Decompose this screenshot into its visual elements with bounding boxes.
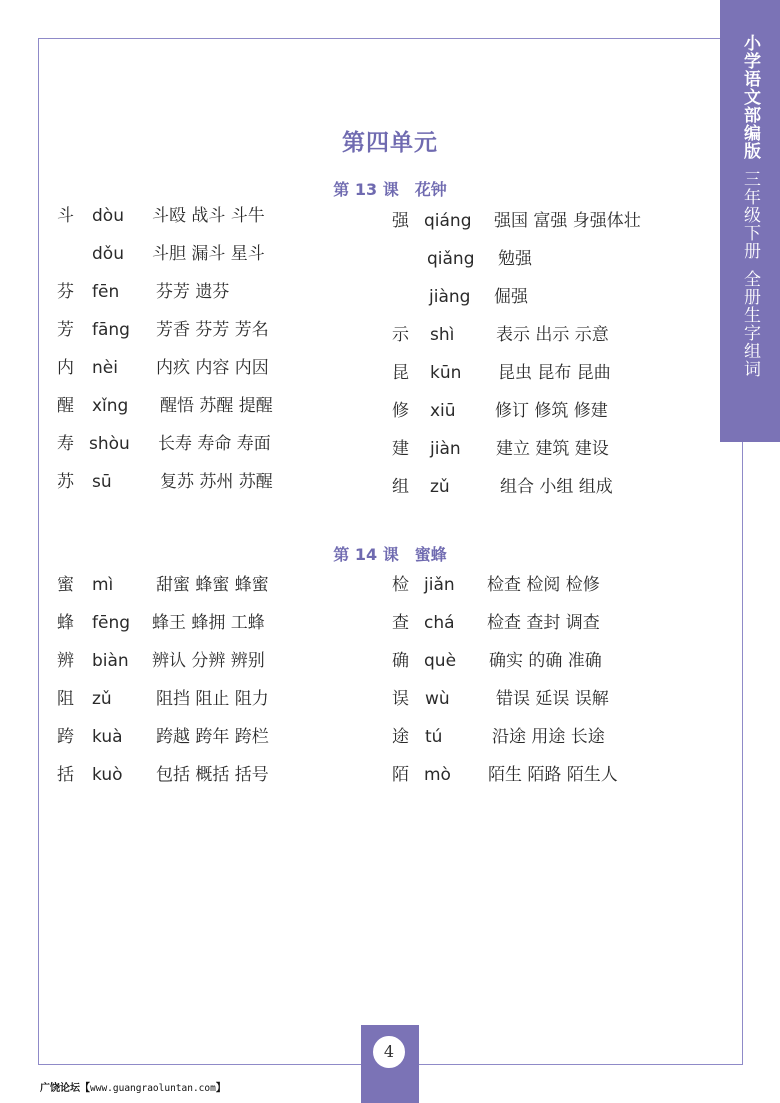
pinyin: què [424,651,457,671]
word-list: 斗殴 战斗 斗牛 [152,206,265,226]
word-list: 陌生 陌路 陌生人 [488,765,618,785]
character: 跨 [57,727,74,747]
word-list: 包括 概括 括号 [156,765,269,785]
word-list: 建立 建筑 建设 [496,439,609,459]
side-tab-series: 小学语文部编版 [740,34,760,160]
pinyin: fēng [92,613,131,633]
word-list: 强国 富强 身强体壮 [494,211,641,231]
character: 检 [392,575,409,595]
word-list: 醒悟 苏醒 提醒 [160,396,273,416]
word-list: 复苏 苏州 苏醒 [160,472,273,492]
word-list: 确实 的确 准确 [489,651,602,671]
pinyin: tú [425,727,443,747]
pinyin: wù [425,689,450,709]
character: 寿 [57,434,74,454]
word-list: 沿途 用途 长途 [492,727,605,747]
lesson-14-title: 第 14 课 蜜蜂 [333,545,447,564]
lesson-13-title: 第 13 课 花钟 [333,180,447,199]
word-list: 昆虫 昆布 昆曲 [498,363,611,383]
pinyin: jiàng [429,287,471,307]
word-list: 斗胆 漏斗 星斗 [152,244,265,264]
pinyin: nèi [92,358,118,378]
character: 阻 [57,689,74,709]
character: 示 [392,325,409,345]
pinyin: chá [424,613,455,633]
pinyin: shì [430,325,455,345]
pinyin: fāng [92,320,130,340]
word-list: 芳香 芬芳 芳名 [156,320,269,340]
character: 内 [57,358,74,378]
pinyin: jiàn [430,439,461,459]
footer-site-name: 广饶论坛【 [40,1083,90,1094]
pinyin: jiǎn [424,575,455,595]
character: 芳 [57,320,74,340]
pinyin: shòu [89,434,130,454]
character: 苏 [57,472,74,492]
word-list: 组合 小组 组成 [500,477,613,497]
side-tab-grade: 三年级下册 [740,170,760,260]
character: 建 [392,439,409,459]
pinyin: xiū [430,401,456,421]
word-list: 表示 出示 示意 [496,325,609,345]
character: 芬 [57,282,74,302]
word-list: 检查 查封 调查 [487,613,600,633]
word-list: 跨越 跨年 跨栏 [156,727,269,747]
word-list: 阻挡 阻止 阻力 [156,689,269,709]
character: 蜂 [57,613,74,633]
character: 误 [392,689,409,709]
character: 斗 [57,206,74,226]
pinyin: zǔ [92,689,112,709]
pinyin: qiáng [424,211,472,231]
word-list: 检查 检阅 检修 [487,575,600,595]
pinyin: kuò [92,765,123,785]
pinyin: mò [424,765,451,785]
side-tab-topic: 全册生字组词 [740,270,760,378]
character: 确 [392,651,409,671]
character: 修 [392,401,409,421]
pinyin: fēn [92,282,120,302]
pinyin: mì [92,575,114,595]
word-list: 辨认 分辨 辨别 [152,651,265,671]
word-list: 芬芳 遗芬 [156,282,230,302]
pinyin: sū [92,472,112,492]
pinyin: dǒu [92,244,124,264]
word-list: 长寿 寿命 寿面 [158,434,271,454]
footer-watermark [40,1079,226,1094]
word-list: 勉强 [498,249,532,269]
footer-close-bracket: 】 [215,1083,226,1094]
word-list: 错误 延误 误解 [496,689,609,709]
character: 途 [392,727,409,747]
character: 醒 [57,396,74,416]
unit-title: 第四单元 [342,130,438,156]
pinyin: biàn [92,651,129,671]
pinyin: qiǎng [427,249,475,269]
character: 蜜 [57,575,74,595]
character: 强 [392,211,409,231]
pinyin: kuà [92,727,123,747]
pinyin: dòu [92,206,124,226]
word-list: 甜蜜 蜂蜜 蜂蜜 [156,575,269,595]
footer-url: www.guangraoluntan.com [90,1083,216,1094]
character: 括 [57,765,74,785]
side-tab [720,0,780,442]
pinyin: xǐng [92,396,129,416]
character: 陌 [392,765,409,785]
page-number: 4 [372,1035,406,1069]
character: 组 [392,477,409,497]
word-list: 修订 修筑 修建 [495,401,608,421]
word-list: 蜂王 蜂拥 工蜂 [152,613,265,633]
word-list: 倔强 [494,287,528,307]
character: 辨 [57,651,74,671]
pinyin: zǔ [430,477,450,497]
pinyin: kūn [430,363,462,383]
character: 昆 [392,363,409,383]
word-list: 内疚 内容 内因 [156,358,269,378]
character: 查 [392,613,409,633]
